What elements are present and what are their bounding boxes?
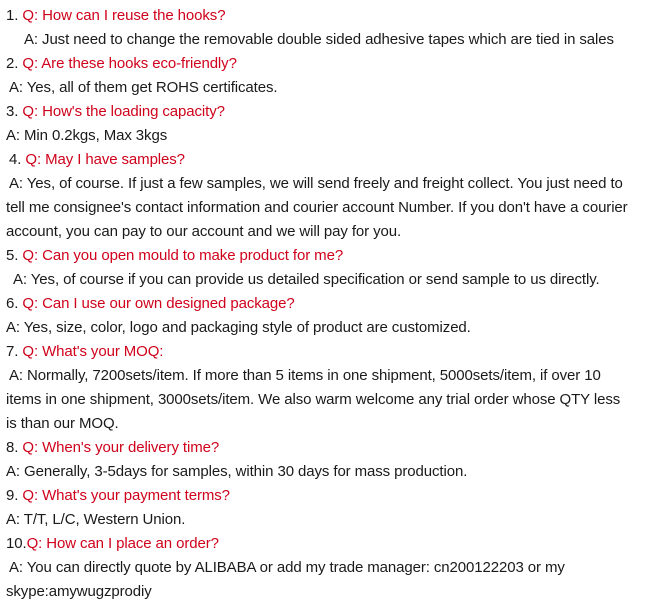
question-number: 7. bbox=[6, 343, 19, 360]
faq-answer-4-cont bbox=[6, 220, 662, 244]
faq-answer-6 bbox=[6, 316, 662, 340]
answer-line: A: You can directly quote by ALIBABA or add my trade manager: cn200122203 or my bbox=[9, 559, 565, 576]
question-text: Q: What's your payment terms? bbox=[22, 487, 230, 504]
faq-answer-7-cont bbox=[6, 388, 662, 412]
faq-question-4 bbox=[6, 148, 662, 172]
faq-answer-3 bbox=[6, 124, 662, 148]
faq-answer-1 bbox=[6, 28, 662, 52]
question-text: Q: How can I reuse the hooks? bbox=[22, 7, 226, 24]
answer-line: tell me consignee's contact information and courier account Number. If you don't have a courier bbox=[6, 199, 628, 216]
question-number: 3. bbox=[6, 103, 19, 120]
answer-line: A: T/T, L/C, Western Union. bbox=[6, 511, 186, 528]
answer-line: A: Yes, of course. If just a few samples, we will send freely and freight collect. You just need to bbox=[9, 175, 623, 192]
faq-answer-10-cont bbox=[6, 580, 662, 604]
answer-line: items in one shipment, 3000sets/item. We also warm welcome any trial order whose QTY less bbox=[6, 391, 621, 408]
answer-line: A: Min 0.2kgs, Max 3kgs bbox=[6, 127, 168, 144]
answer-line: skype:amywugzprodiy bbox=[6, 583, 152, 600]
answer-line: is than our MOQ. bbox=[6, 415, 119, 432]
question-text: Q: Can you open mould to make product for me? bbox=[22, 247, 344, 264]
question-text: Q: What's your MOQ: bbox=[22, 343, 164, 360]
question-text: Q: When's your delivery time? bbox=[22, 439, 220, 456]
question-number: 4. bbox=[9, 151, 22, 168]
faq-question-5 bbox=[6, 244, 662, 268]
answer-line: account, you can pay to our account and we will pay for you. bbox=[6, 223, 402, 240]
faq-answer-7-cont bbox=[6, 412, 662, 436]
faq-question-6 bbox=[6, 292, 662, 316]
question-number: 6. bbox=[6, 295, 19, 312]
faq-question-3 bbox=[6, 100, 662, 124]
faq-question-1 bbox=[6, 4, 662, 28]
question-number: 5. bbox=[6, 247, 19, 264]
faq-answer-9 bbox=[6, 508, 662, 532]
answer-line: A: Yes, all of them get ROHS certificates. bbox=[9, 79, 278, 96]
faq-question-9 bbox=[6, 484, 662, 508]
question-text: Q: May I have samples? bbox=[25, 151, 185, 168]
faq-question-7 bbox=[6, 340, 662, 364]
question-text: Q: Can I use our own designed package? bbox=[22, 295, 295, 312]
question-number: 2. bbox=[6, 55, 19, 72]
faq-answer-4 bbox=[6, 172, 662, 196]
question-number: 8. bbox=[6, 439, 19, 456]
faq-question-2 bbox=[6, 52, 662, 76]
faq-answer-8 bbox=[6, 460, 662, 484]
faq-answer-5 bbox=[6, 268, 662, 292]
question-number: 1. bbox=[6, 7, 19, 24]
faq-answer-10 bbox=[6, 556, 662, 580]
answer-line: A: Normally, 7200sets/item. If more than 5 items in one shipment, 5000sets/item, if over 10 bbox=[9, 367, 601, 384]
faq-answer-4-cont bbox=[6, 196, 662, 220]
answer-line: A: Just need to change the removable double sided adhesive tapes which are tied in sales bbox=[24, 31, 614, 48]
faq-answer-2 bbox=[6, 76, 662, 100]
question-text: Q: How can I place an order? bbox=[26, 535, 219, 552]
answer-line: A: Yes, of course if you can provide us detailed specification or send sample to us directly. bbox=[13, 271, 600, 288]
question-number: 10. bbox=[6, 535, 27, 552]
faq-question-10 bbox=[6, 532, 662, 556]
question-text: Q: Are these hooks eco-friendly? bbox=[22, 55, 237, 72]
question-text: Q: How's the loading capacity? bbox=[22, 103, 225, 120]
answer-line: A: Yes, size, color, logo and packaging style of product are customized. bbox=[6, 319, 471, 336]
faq-question-8 bbox=[6, 436, 662, 460]
faq-answer-7 bbox=[6, 364, 662, 388]
question-number: 9. bbox=[6, 487, 19, 504]
answer-line: A: Generally, 3-5days for samples, within 30 days for mass production. bbox=[6, 463, 468, 480]
